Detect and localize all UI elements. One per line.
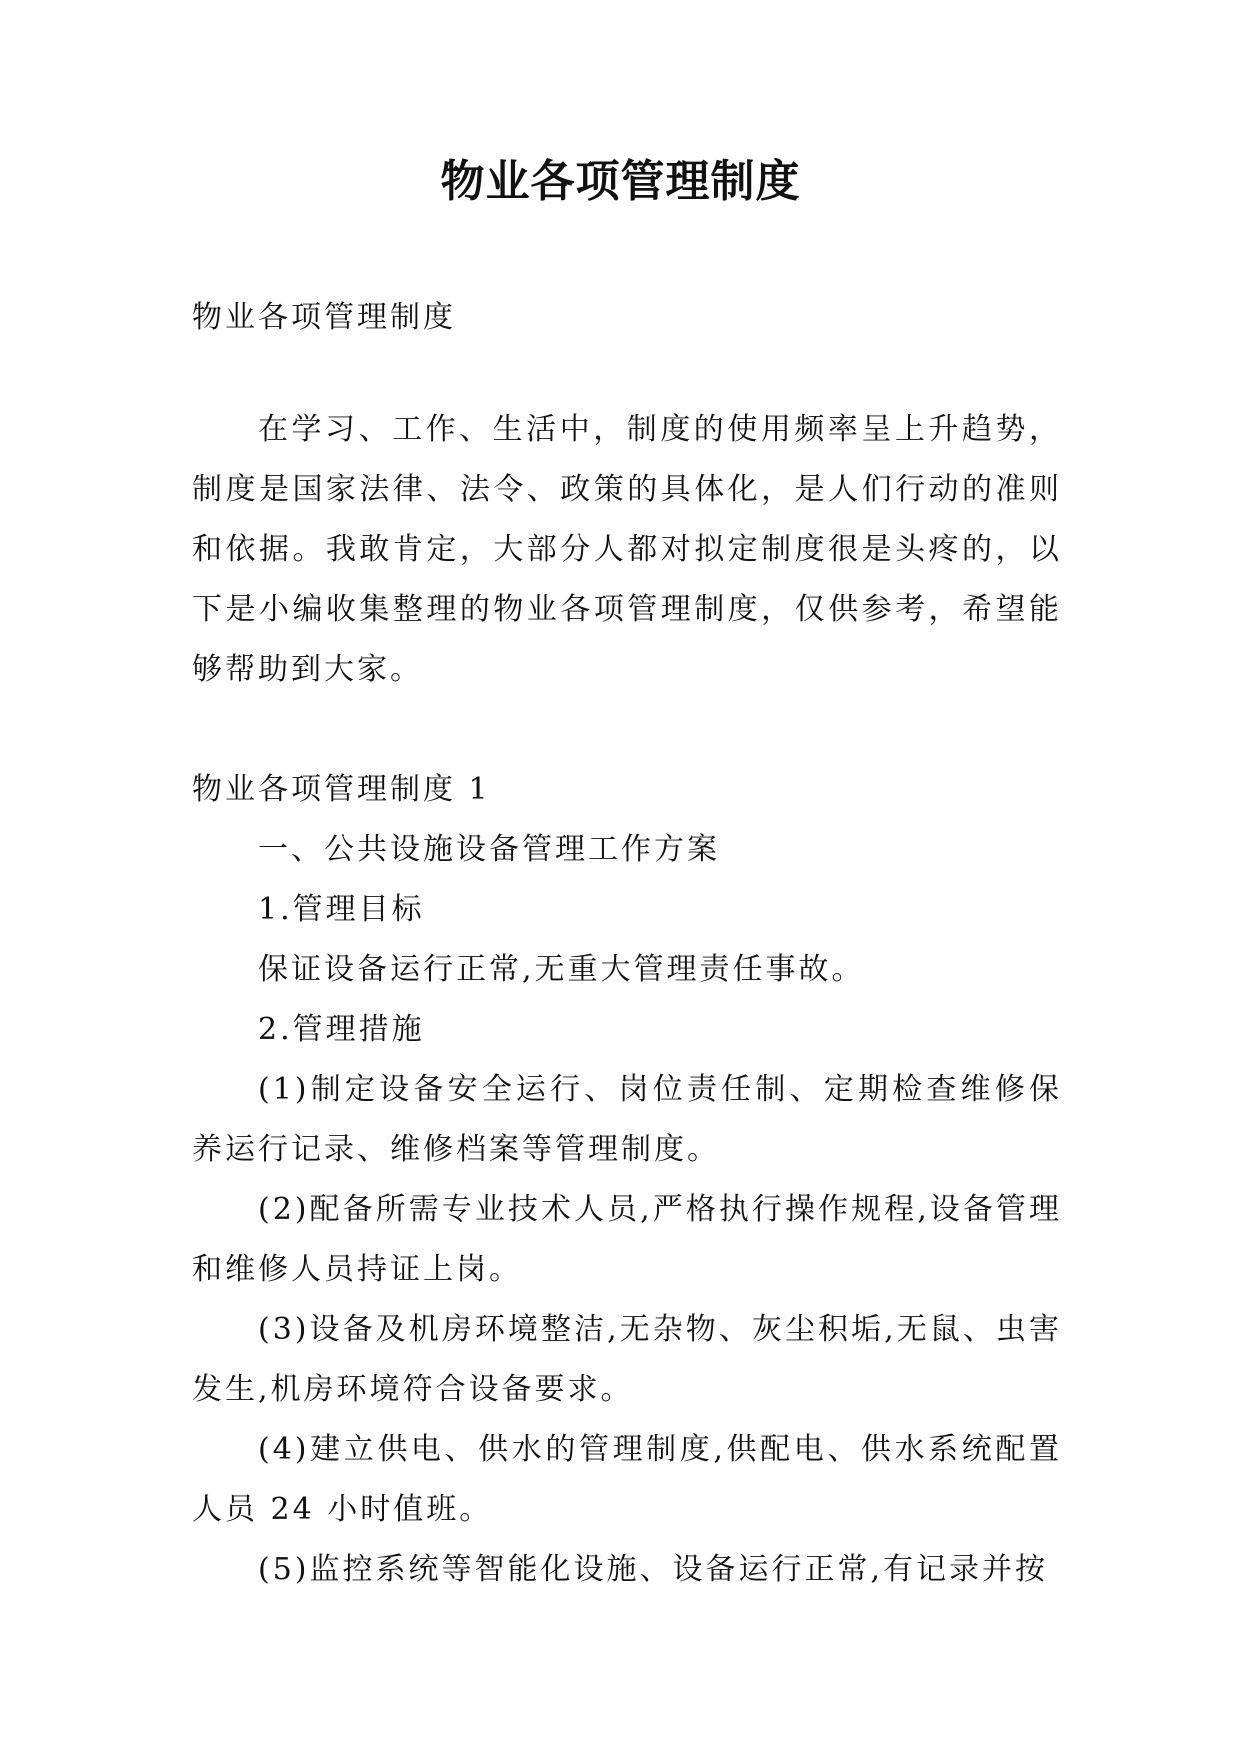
item-management-measures-title: 2.管理措施 bbox=[258, 1012, 425, 1047]
measure-paragraph: (2)配备所需专业技术人员,严格执行操作规程,设备管理和维修人员持证上岗。 bbox=[192, 1192, 1062, 1287]
document-subtitle: 物业各项管理制度 bbox=[192, 300, 456, 335]
measure-paragraph: (5)监控系统等智能化设施、设备运行正常,有记录并按 bbox=[258, 1552, 1049, 1587]
document-title: 物业各项管理制度 bbox=[440, 156, 801, 207]
heading-public-facilities: 一、公共设施设备管理工作方案 bbox=[258, 832, 720, 867]
intro-paragraph: 在学习、工作、生活中，制度的使用频率呈上升趋势，制度是国家法律、法令、政策的具体化，是人们行动的准则和依据。我敢肯定，大部分人都对拟定制度很是头疼的，以下是小编收集整理的物业各项管理制度，仅供参考，希望能够帮助到大家。 bbox=[192, 412, 1062, 687]
section-title: 物业各项管理制度 1 bbox=[192, 772, 491, 807]
measure-paragraph: (4)建立供电、供水的管理制度,供配电、供水系统配置人员 24 小时值班。 bbox=[192, 1432, 1062, 1527]
measure-paragraph: (3)设备及机房环境整洁,无杂物、灰尘积垢,无鼠、虫害发生,机房环境符合设备要求。 bbox=[192, 1312, 1062, 1407]
item-management-goal-text: 保证设备运行正常,无重大管理责任事故。 bbox=[258, 952, 865, 987]
item-management-goal-title: 1.管理目标 bbox=[258, 892, 425, 927]
measure-paragraph: (1)制定设备安全运行、岗位责任制、定期检查维修保养运行记录、维修档案等管理制度。 bbox=[192, 1072, 1062, 1167]
